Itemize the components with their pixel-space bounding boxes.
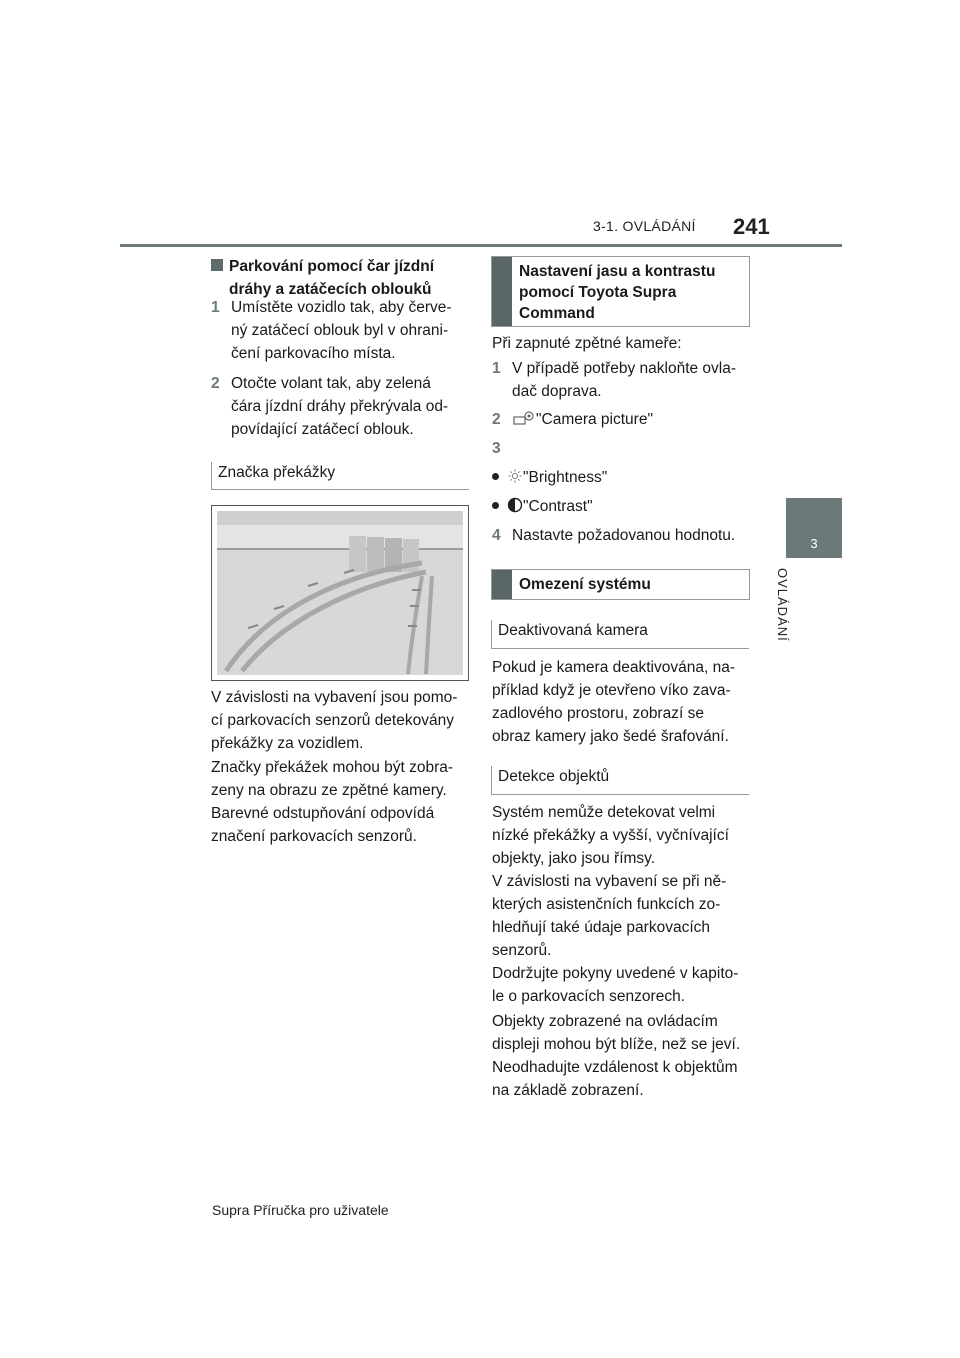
heading-line: Parkování pomocí čar jízdní <box>229 258 435 275</box>
step-number: 3 <box>492 440 501 457</box>
section-heading <box>211 255 434 301</box>
text-line: zadlového prostoru, zobrazí se <box>492 705 704 722</box>
section-box-limitations <box>491 569 750 600</box>
paragraph <box>211 802 473 848</box>
header-rule <box>120 244 842 247</box>
text-line: hledňují také údaje parkovacích <box>492 919 711 936</box>
section-title: 3-1. OVLÁDÁNÍ <box>593 218 696 234</box>
text-line: Dodržujte pokyny uvedené v kapito- <box>492 965 739 982</box>
box-title-line: Nastavení jasu a kontrastu <box>519 263 716 280</box>
text-line: překážky za vozidlem. <box>211 735 364 752</box>
subheading-object-detection <box>491 766 749 795</box>
step-text: Nastavte požadovanou hodnotu. <box>512 527 736 544</box>
box-accent-bar <box>492 257 512 326</box>
bullet-dot-icon <box>492 473 499 480</box>
step-1 <box>492 357 754 403</box>
text-line: Pokud je kamera deaktivována, na- <box>492 659 735 676</box>
text-line: V závislosti na vybavení jsou pomo- <box>211 689 458 706</box>
text-line: příklad když je otevřeno víko zava- <box>492 682 731 699</box>
step-4 <box>492 524 735 547</box>
bullet-dot-icon <box>492 502 499 509</box>
text-line: obraz kamery jako šedé šrafování. <box>492 728 729 745</box>
bullet-text: "Contrast" <box>523 498 593 515</box>
camera-illustration <box>211 505 469 681</box>
paragraph <box>492 870 757 962</box>
subheading-obstacle-marker <box>211 462 469 490</box>
bullet-brightness <box>492 466 607 489</box>
step-number: 1 <box>211 299 220 316</box>
text-line: Systém nemůže detekovat velmi <box>492 804 716 821</box>
box-title-line: Command <box>519 305 595 322</box>
text-line: Neodhadujte vzdálenost k objektům <box>492 1059 738 1076</box>
page-number: 241 <box>733 214 770 239</box>
subheading-text: Značka překážky <box>218 464 336 481</box>
bullet-text: "Brightness" <box>523 469 608 486</box>
subheading-text: Deaktivovaná kamera <box>498 622 648 639</box>
text-line: značení parkovacích senzorů. <box>211 828 417 845</box>
step-number: 2 <box>211 375 220 392</box>
step-3 <box>492 437 512 460</box>
text-line: senzorů. <box>492 942 552 959</box>
text-line: zeny na obrazu ze zpětné kamery. <box>211 782 447 799</box>
chapter-label <box>775 560 821 660</box>
step-1 <box>211 296 471 365</box>
step-text: V případě potřeby nakloňte ovla- <box>512 360 737 377</box>
brightness-icon <box>507 467 523 481</box>
text-line: displeji mohou být blíže, než se jeví. <box>492 1036 741 1053</box>
paragraph <box>492 801 757 870</box>
paragraph <box>492 1010 757 1102</box>
camera-view-graphic <box>212 506 468 680</box>
section-box-brightness <box>491 256 750 327</box>
step-text: dač doprava. <box>512 383 602 400</box>
contrast-icon <box>507 497 523 513</box>
chapter-label-text: OVLÁDÁNÍ <box>775 568 790 642</box>
box-accent-bar <box>492 570 512 599</box>
chapter-number: 3 <box>810 536 818 551</box>
step-text: Umístěte vozidlo tak, aby červe- <box>231 299 452 316</box>
box-title-line: pomocí Toyota Supra <box>519 284 677 301</box>
camera-icon <box>512 410 536 426</box>
step-number: 2 <box>492 411 501 428</box>
paragraph <box>211 756 473 802</box>
box-title-line: Omezení systému <box>519 576 651 593</box>
step-text: Otočte volant tak, aby zelená <box>231 375 431 392</box>
subheading-text: Detekce objektů <box>498 768 610 785</box>
footer-text: Supra Příručka pro uživatele <box>212 1202 389 1218</box>
text-line: Značky překážek mohou být zobra- <box>211 759 454 776</box>
step-text: povídající zatáčecí oblouk. <box>231 421 414 438</box>
subheading-deactivated-camera <box>491 620 749 649</box>
heading-square-icon <box>211 259 223 271</box>
text-line: na základě zobrazení. <box>492 1082 644 1099</box>
paragraph <box>492 656 757 748</box>
text-line: objekty, jako jsou římsy. <box>492 850 656 867</box>
heading-line: dráhy a zatáčecích oblouků <box>229 281 432 298</box>
step-text: čára jízdní dráhy překrývala od- <box>231 398 449 415</box>
step-number: 1 <box>492 360 501 377</box>
text-line: Objekty zobrazené na ovládacím <box>492 1013 718 1030</box>
text-line: le o parkovacích senzorech. <box>492 988 685 1005</box>
obstacle-marker <box>367 537 384 572</box>
paragraph <box>211 686 473 755</box>
step-text: "Camera picture" <box>536 411 653 428</box>
chapter-tab <box>786 498 842 558</box>
text-line: kterých asistenčních funkcích zo- <box>492 896 721 913</box>
step-text: čení parkovacího místa. <box>231 345 396 362</box>
text-line: nízké překážky a vyšší, vyčnívající <box>492 827 729 844</box>
paragraph <box>492 962 757 1008</box>
intro-text: Při zapnuté zpětné kameře: <box>492 335 682 352</box>
text-line: V závislosti na vybavení se při ně- <box>492 873 727 890</box>
step-2 <box>211 372 471 441</box>
text-line: Barevné odstupňování odpovídá <box>211 805 435 822</box>
bullet-contrast <box>492 495 593 518</box>
step-2 <box>492 408 653 431</box>
obstacle-marker <box>349 536 366 572</box>
step-number: 4 <box>492 527 501 544</box>
text-line: cí parkovacích senzorů detekovány <box>211 712 454 729</box>
step-text: ný zatáčecí oblouk byl v ohrani- <box>231 322 449 339</box>
